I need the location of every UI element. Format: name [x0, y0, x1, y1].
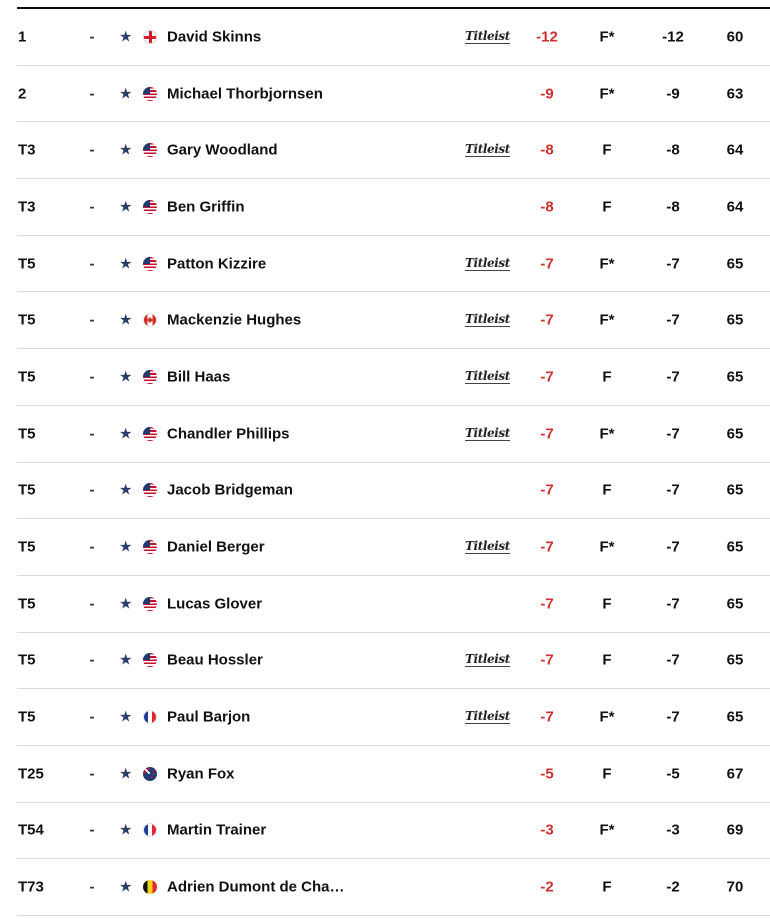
titleist-logo: Titleist — [465, 28, 510, 43]
movement-cell: - — [89, 368, 95, 386]
titleist-logo: Titleist — [465, 142, 510, 157]
player-name[interactable]: Ryan Fox — [167, 765, 235, 783]
movement-cell: - — [89, 538, 95, 556]
usa-flag-icon — [143, 540, 157, 554]
total-score-cell: -7 — [540, 311, 554, 329]
position-cell: T25 — [18, 765, 44, 783]
movement-cell: - — [89, 28, 95, 46]
thru-cell: F — [602, 368, 612, 386]
star-icon[interactable]: ★ — [119, 651, 133, 669]
star-icon[interactable]: ★ — [119, 198, 133, 216]
star-icon[interactable]: ★ — [119, 481, 133, 499]
titleist-logo: Titleist — [465, 709, 510, 724]
new-zealand-flag-icon — [143, 767, 157, 781]
star-icon[interactable]: ★ — [119, 85, 133, 103]
round-score-cell: -7 — [666, 255, 680, 273]
france-flag-icon — [143, 710, 157, 724]
strokes-cell: 65 — [726, 538, 744, 556]
usa-flag-icon — [143, 200, 157, 214]
total-score-cell: -3 — [540, 821, 554, 839]
thru-cell: F* — [599, 255, 615, 273]
thru-cell: F — [602, 765, 612, 783]
strokes-cell: 69 — [726, 821, 744, 839]
round-score-cell: -7 — [666, 651, 680, 669]
star-icon[interactable]: ★ — [119, 538, 133, 556]
strokes-cell: 64 — [726, 141, 744, 159]
leaderboard-row[interactable] — [17, 746, 770, 803]
movement-cell: - — [89, 311, 95, 329]
total-score-cell: -7 — [540, 538, 554, 556]
usa-flag-icon — [143, 427, 157, 441]
movement-cell: - — [89, 821, 95, 839]
total-score-cell: -9 — [540, 85, 554, 103]
player-name[interactable]: Lucas Glover — [167, 595, 263, 613]
leaderboard-row[interactable] — [17, 689, 770, 746]
strokes-cell: 65 — [726, 595, 744, 613]
round-score-cell: -7 — [666, 538, 680, 556]
usa-flag-icon — [143, 87, 157, 101]
round-score-cell: -7 — [666, 595, 680, 613]
thru-cell: F — [602, 481, 612, 499]
total-score-cell: -12 — [536, 28, 558, 46]
thru-cell: F* — [599, 311, 615, 329]
usa-flag-icon — [143, 370, 157, 384]
strokes-cell: 65 — [726, 368, 744, 386]
player-name[interactable]: Chandler Phillips — [167, 425, 290, 443]
star-icon[interactable]: ★ — [119, 425, 133, 443]
total-score-cell: -5 — [540, 765, 554, 783]
leaderboard-row[interactable] — [17, 859, 770, 916]
thru-cell: F* — [599, 821, 615, 839]
position-cell: T5 — [18, 538, 36, 556]
player-name[interactable]: David Skinns — [167, 28, 262, 46]
strokes-cell: 65 — [726, 255, 744, 273]
thru-cell: F — [602, 198, 612, 216]
position-cell: T5 — [18, 651, 36, 669]
movement-cell: - — [89, 765, 95, 783]
leaderboard-row[interactable] — [17, 803, 770, 860]
canada-flag-icon — [143, 313, 157, 327]
usa-flag-icon — [143, 143, 157, 157]
position-cell: T5 — [18, 481, 36, 499]
leaderboard-row[interactable] — [17, 633, 770, 690]
player-name[interactable]: Martin Trainer — [167, 821, 267, 839]
star-icon[interactable]: ★ — [119, 821, 133, 839]
strokes-cell: 65 — [726, 481, 744, 499]
usa-flag-icon — [143, 653, 157, 667]
player-name[interactable]: Bill Haas — [167, 368, 231, 386]
movement-cell: - — [89, 85, 95, 103]
strokes-cell: 60 — [726, 28, 744, 46]
movement-cell: - — [89, 481, 95, 499]
round-score-cell: -7 — [666, 425, 680, 443]
leaderboard-row[interactable] — [17, 519, 770, 576]
round-score-cell: -7 — [666, 708, 680, 726]
position-cell: T5 — [18, 368, 36, 386]
round-score-cell: -9 — [666, 85, 680, 103]
total-score-cell: -8 — [540, 141, 554, 159]
leaderboard-row[interactable] — [17, 292, 770, 349]
total-score-cell: -7 — [540, 368, 554, 386]
belgium-flag-icon — [143, 880, 157, 894]
titleist-logo: Titleist — [465, 255, 510, 270]
strokes-cell: 64 — [726, 198, 744, 216]
round-score-cell: -5 — [666, 765, 680, 783]
strokes-cell: 67 — [726, 765, 744, 783]
england-flag-icon — [143, 30, 157, 44]
leaderboard — [17, 9, 770, 916]
titleist-logo: Titleist — [465, 425, 510, 440]
star-icon[interactable]: ★ — [119, 311, 133, 329]
star-icon[interactable]: ★ — [119, 878, 133, 896]
thru-cell: F — [602, 878, 612, 896]
movement-cell: - — [89, 595, 95, 613]
star-icon[interactable]: ★ — [119, 765, 133, 783]
strokes-cell: 65 — [726, 651, 744, 669]
position-cell: T5 — [18, 708, 36, 726]
movement-cell: - — [89, 651, 95, 669]
position-cell: T5 — [18, 311, 36, 329]
leaderboard-row[interactable] — [17, 236, 770, 293]
player-name[interactable]: Beau Hossler — [167, 651, 263, 669]
round-score-cell: -8 — [666, 141, 680, 159]
leaderboard-row[interactable] — [17, 576, 770, 633]
player-name[interactable]: Ben Griffin — [167, 198, 245, 216]
usa-flag-icon — [143, 597, 157, 611]
movement-cell: - — [89, 198, 95, 216]
star-icon[interactable]: ★ — [119, 368, 133, 386]
player-name[interactable]: Mackenzie Hughes — [167, 311, 302, 329]
position-cell: T5 — [18, 595, 36, 613]
titleist-logo: Titleist — [465, 368, 510, 383]
position-cell: 1 — [18, 28, 27, 46]
player-name[interactable]: Michael Thorbjornsen — [167, 85, 323, 103]
player-name[interactable]: Jacob Bridgeman — [167, 481, 293, 499]
total-score-cell: -7 — [540, 425, 554, 443]
thru-cell: F — [602, 651, 612, 669]
leaderboard-row[interactable] — [17, 406, 770, 463]
player-name[interactable]: Adrien Dumont de Cha… — [167, 878, 345, 896]
leaderboard-row[interactable] — [17, 66, 770, 123]
leaderboard-row[interactable] — [17, 122, 770, 179]
round-score-cell: -8 — [666, 198, 680, 216]
thru-cell: F — [602, 141, 612, 159]
leaderboard-row[interactable] — [17, 349, 770, 406]
thru-cell: F* — [599, 85, 615, 103]
player-name[interactable]: Patton Kizzire — [167, 255, 267, 273]
strokes-cell: 65 — [726, 311, 744, 329]
movement-cell: - — [89, 255, 95, 273]
total-score-cell: -7 — [540, 595, 554, 613]
france-flag-icon — [143, 823, 157, 837]
position-cell: T3 — [18, 198, 36, 216]
movement-cell: - — [89, 425, 95, 443]
total-score-cell: -7 — [540, 481, 554, 499]
position-cell: T3 — [18, 141, 36, 159]
movement-cell: - — [89, 141, 95, 159]
star-icon[interactable]: ★ — [119, 708, 133, 726]
round-score-cell: -3 — [666, 821, 680, 839]
star-icon[interactable]: ★ — [119, 141, 133, 159]
total-score-cell: -2 — [540, 878, 554, 896]
star-icon[interactable]: ★ — [119, 595, 133, 613]
strokes-cell: 65 — [726, 708, 744, 726]
leaderboard-row[interactable] — [17, 179, 770, 236]
strokes-cell: 63 — [726, 85, 744, 103]
movement-cell: - — [89, 878, 95, 896]
titleist-logo: Titleist — [465, 652, 510, 667]
titleist-logo: Titleist — [465, 312, 510, 327]
position-cell: 2 — [18, 85, 27, 103]
titleist-logo: Titleist — [465, 539, 510, 554]
thru-cell: F* — [599, 425, 615, 443]
thru-cell: F* — [599, 708, 615, 726]
round-score-cell: -2 — [666, 878, 680, 896]
player-name[interactable]: Daniel Berger — [167, 538, 265, 556]
usa-flag-icon — [143, 257, 157, 271]
total-score-cell: -8 — [540, 198, 554, 216]
movement-cell: - — [89, 708, 95, 726]
star-icon[interactable]: ★ — [119, 28, 133, 46]
thru-cell: F* — [599, 538, 615, 556]
round-score-cell: -12 — [662, 28, 684, 46]
round-score-cell: -7 — [666, 481, 680, 499]
thru-cell: F — [602, 595, 612, 613]
position-cell: T5 — [18, 425, 36, 443]
player-name[interactable]: Gary Woodland — [167, 141, 278, 159]
thru-cell: F* — [599, 28, 615, 46]
total-score-cell: -7 — [540, 651, 554, 669]
player-name[interactable]: Paul Barjon — [167, 708, 251, 726]
total-score-cell: -7 — [540, 255, 554, 273]
position-cell: T54 — [18, 821, 44, 839]
round-score-cell: -7 — [666, 311, 680, 329]
leaderboard-row[interactable] — [17, 9, 770, 66]
star-icon[interactable]: ★ — [119, 255, 133, 273]
strokes-cell: 70 — [726, 878, 744, 896]
usa-flag-icon — [143, 483, 157, 497]
total-score-cell: -7 — [540, 708, 554, 726]
position-cell: T73 — [18, 878, 44, 896]
strokes-cell: 65 — [726, 425, 744, 443]
position-cell: T5 — [18, 255, 36, 273]
leaderboard-row[interactable] — [17, 463, 770, 520]
round-score-cell: -7 — [666, 368, 680, 386]
